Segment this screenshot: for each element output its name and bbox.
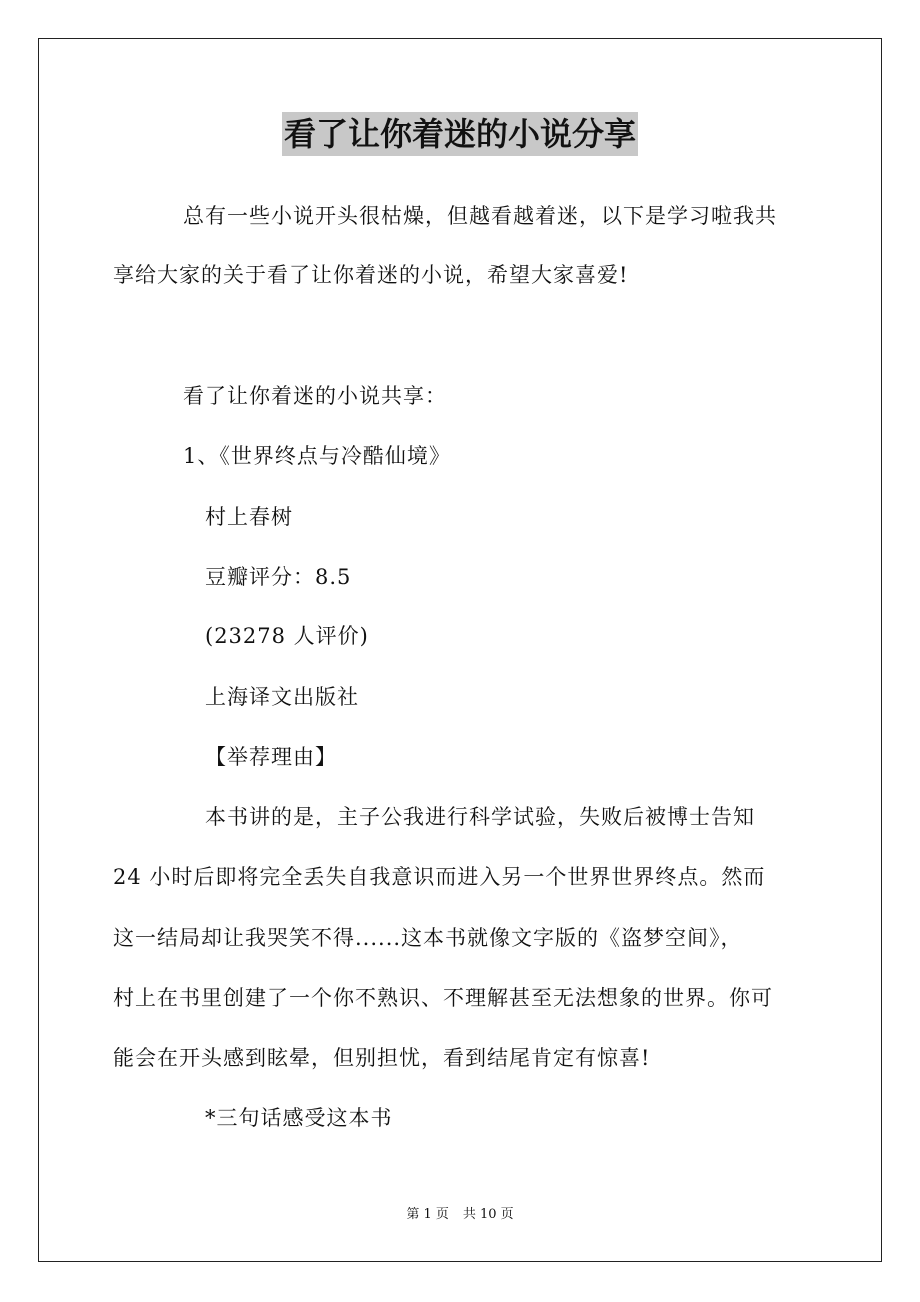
document-title: 看了让你着迷的小说分享 (282, 112, 638, 156)
three-sentences-heading: *三句话感受这本书 (205, 1106, 393, 1130)
title-container (0, 112, 920, 156)
body-line-1: 本书讲的是，主子公我进行科学试验，失败后被博士告知 (205, 805, 755, 829)
body-line-2: 24 小时后即将完全丢失自我意识而进入另一个世界世界终点。然而 (113, 865, 766, 889)
book-title: 1、《世界终点与冷酷仙境》 (183, 444, 451, 468)
page-footer (0, 1205, 920, 1225)
reason-heading: 【举荐理由】 (205, 745, 337, 769)
page-total: 共 10 页 (462, 1207, 514, 1222)
page-number: 第 1 页 (406, 1207, 449, 1222)
book-publisher: 上海译文出版社 (205, 685, 359, 709)
rating-count: (23278 人评价) (205, 624, 369, 648)
body-line-5: 能会在开头感到眩晕，但别担忧，看到结尾肯定有惊喜! (113, 1046, 651, 1070)
book-author: 村上春树 (205, 505, 293, 529)
section-heading: 看了让你着迷的小说共享： (183, 384, 447, 408)
intro-line-1: 总有一些小说开头很枯燥，但越看越着迷，以下是学习啦我共 (183, 204, 777, 228)
body-line-4: 村上在书里创建了一个你不熟识、不理解甚至无法想象的世界。你可 (113, 986, 773, 1010)
book-rating: 豆瓣评分：8.5 (205, 565, 352, 589)
body-line-3: 这一结局却让我哭笑不得......这本书就像文字版的《盗梦空间》， (113, 926, 743, 950)
intro-line-2: 享给大家的关于看了让你着迷的小说，希望大家喜爱! (113, 263, 629, 287)
